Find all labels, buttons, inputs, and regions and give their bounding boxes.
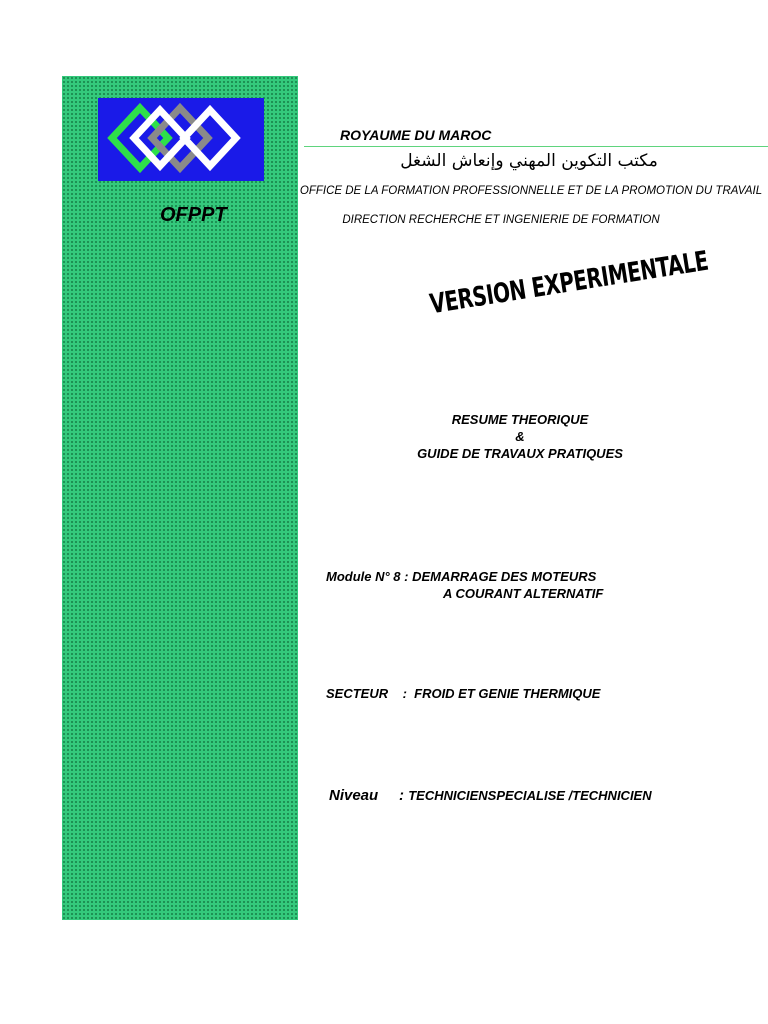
document-type <box>340 411 700 462</box>
ofppt-logo <box>98 98 264 181</box>
secteur-label: SECTEUR : <box>326 686 415 701</box>
logo-ring-white-left <box>134 110 186 166</box>
header-divider <box>304 146 768 147</box>
secteur-value: FROID ET GENIE THERMIQUE <box>414 686 601 701</box>
ofppt-acronym: OFPPT <box>160 204 227 226</box>
office-name: OFFICE DE LA FORMATION PROFESSIONNELLE ET DE LA PROMOTION DU TRAVAIL <box>299 185 763 197</box>
direction-name: DIRECTION RECHERCHE ET INGENIERIE DE FORMATION <box>342 214 660 226</box>
document-type-ampersand: & <box>515 429 525 444</box>
logo-ring-green <box>112 108 168 168</box>
niveau-field <box>329 787 652 805</box>
version-stamp: VERSION EXPERIMENTALE <box>427 244 711 321</box>
niveau-label: Niveau : <box>329 787 409 804</box>
document-type-line-2: GUIDE DE TRAVAUX PRATIQUES <box>417 446 623 461</box>
module-line-1: Module N° 8 : DEMARRAGE DES MOTEURS <box>326 569 597 584</box>
decorative-sidebar <box>62 76 298 920</box>
module-title <box>326 568 603 602</box>
secteur-field <box>326 686 600 701</box>
country-title: ROYAUME DU MAROC <box>340 127 492 143</box>
module-line-2: A COURANT ALTERNATIF <box>443 586 604 601</box>
arabic-organization-name: مكتب التكوين المهني وإنعاش الشغل <box>400 151 658 171</box>
document-type-line-1: RESUME THEORIQUE <box>451 412 589 427</box>
niveau-value: TECHNICIENSPECIALISE /TECHNICIEN <box>408 788 652 803</box>
